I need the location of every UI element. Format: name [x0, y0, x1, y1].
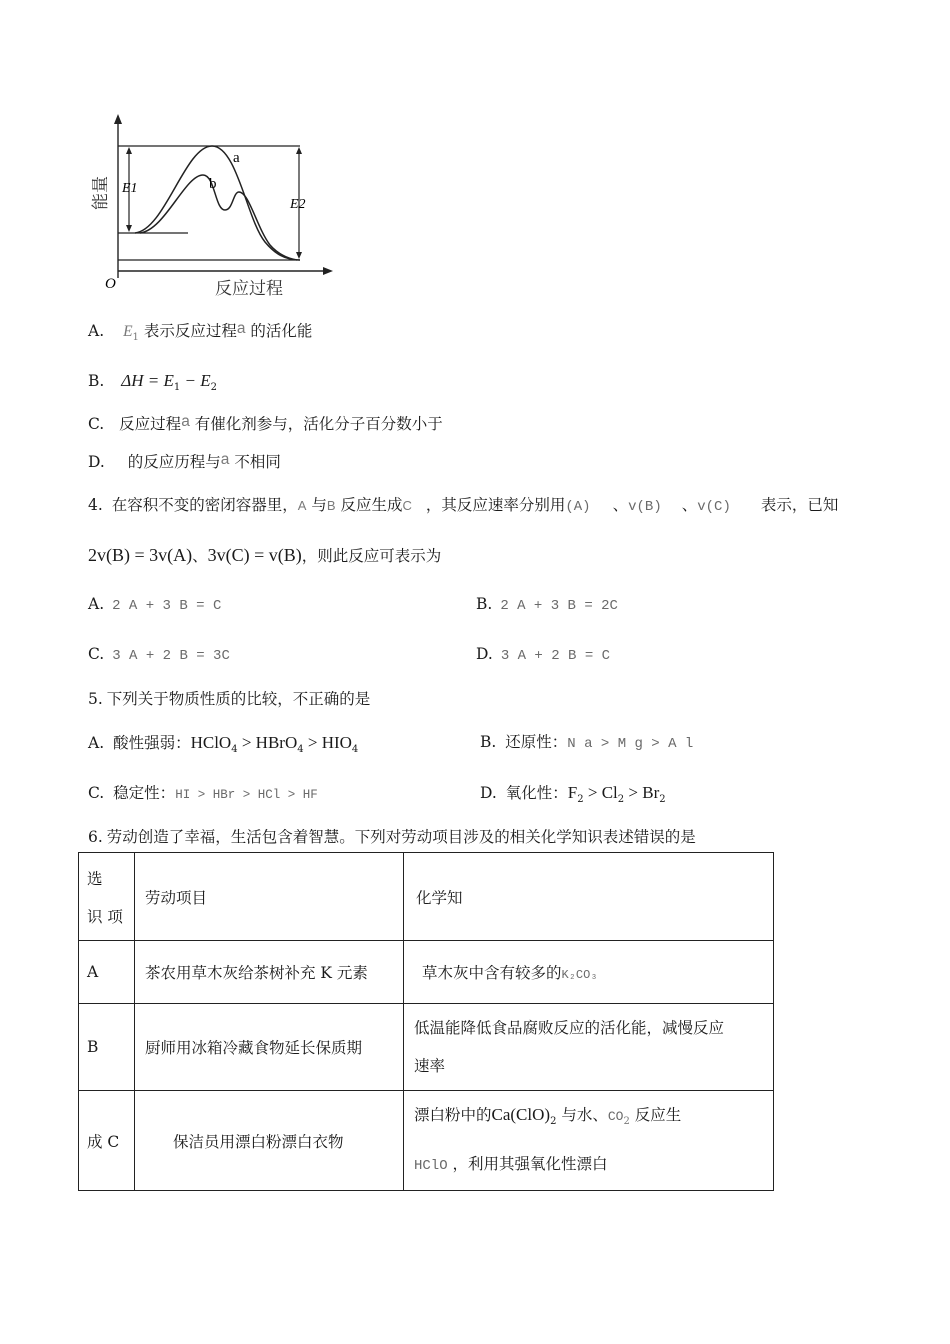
q5-option-c: C. 稳定性：HI > HBr > HCl > HF	[88, 784, 318, 802]
q4-option-b: B. 2 A + 3 B = 2C	[476, 595, 618, 614]
row-project: 保洁员用漂白粉漂白衣物	[135, 1091, 404, 1191]
q3-option-c: C. 反应过程a 有催化剂参与，活化分子百分数小于	[88, 413, 443, 433]
y-axis-label: 能量	[91, 176, 111, 210]
row-knowledge: 低温能降低食品腐败反应的活化能，减慢反应 速率	[404, 1004, 774, 1091]
table-header-row	[79, 853, 774, 941]
header-project: 劳动项目	[135, 853, 404, 941]
header-option: 选 识 项	[79, 853, 135, 941]
e2-label: E2	[290, 197, 306, 212]
q5-stem: 5. 下列关于物质性质的比较，不正确的是	[88, 690, 371, 708]
energy-diagram	[85, 110, 345, 305]
row-project: 茶农用草木灰给茶树补充 K 元素	[135, 941, 404, 1004]
table-row	[79, 1091, 774, 1191]
q4-option-d: D. 3 A + 2 B = C	[476, 645, 611, 664]
q4-stem: 4. 在容积不变的密闭容器里，A 与B 反应生成C ，其反应速率分别用(A) 、v(B) 、v(C) 表示，已知	[88, 496, 839, 515]
table-row	[79, 941, 774, 1004]
q5-option-b: B. 还原性：N a > M g > A l	[480, 733, 694, 752]
row-option: 成 C	[79, 1091, 135, 1191]
header-knowledge: 化学知	[404, 853, 774, 941]
row-project: 厨师用冰箱冷藏食物延长保质期	[135, 1004, 404, 1091]
row-knowledge: 草木灰中含有较多的K₂CO₃	[404, 941, 774, 1004]
curve-a-label: a	[233, 150, 240, 166]
q5-option-d: D. 氧化性：$F_2 > Cl_2 > Br_2$	[480, 783, 666, 806]
q3-option-a: A. $E_1$ 表示反应过程a 的活化能	[88, 320, 313, 344]
e1-label: E1	[122, 181, 138, 196]
q3-option-b: B. $\Delta H = E_1 - E_2$	[88, 371, 217, 394]
q4-option-c: C. 3 A + 2 B = 3C	[88, 645, 230, 664]
row-option: B	[79, 1004, 135, 1091]
q5-option-a: A. 酸性强弱：HClO$_4$ > HBrO$_4$ > $HIO_4$	[88, 733, 359, 756]
q6-table	[78, 852, 774, 1191]
curve-b-label: b	[209, 176, 217, 192]
row-knowledge: 漂白粉中的$Ca(ClO)_2$ 与水、$CO_2$ 反应生 HClO ，利用其强氧化性漂白	[404, 1091, 774, 1191]
x-axis-label: 反应过程	[215, 279, 283, 299]
table-row	[79, 1004, 774, 1091]
q3-option-d: D. 的反应历程与a 不相同	[88, 451, 281, 471]
q4-option-a: A. 2 A + 3 B = C	[88, 595, 222, 614]
row-option: A	[79, 941, 135, 1004]
q6-stem: 6. 劳动创造了幸福，生活包含着智慧。下列对劳动项目涉及的相关化学知识表述错误的是	[88, 828, 696, 846]
q4-condition: 2v(B) = 3v(A)、3v(C) = v(B)，则此反应可表示为	[88, 545, 442, 565]
origin-label: O	[105, 276, 116, 292]
